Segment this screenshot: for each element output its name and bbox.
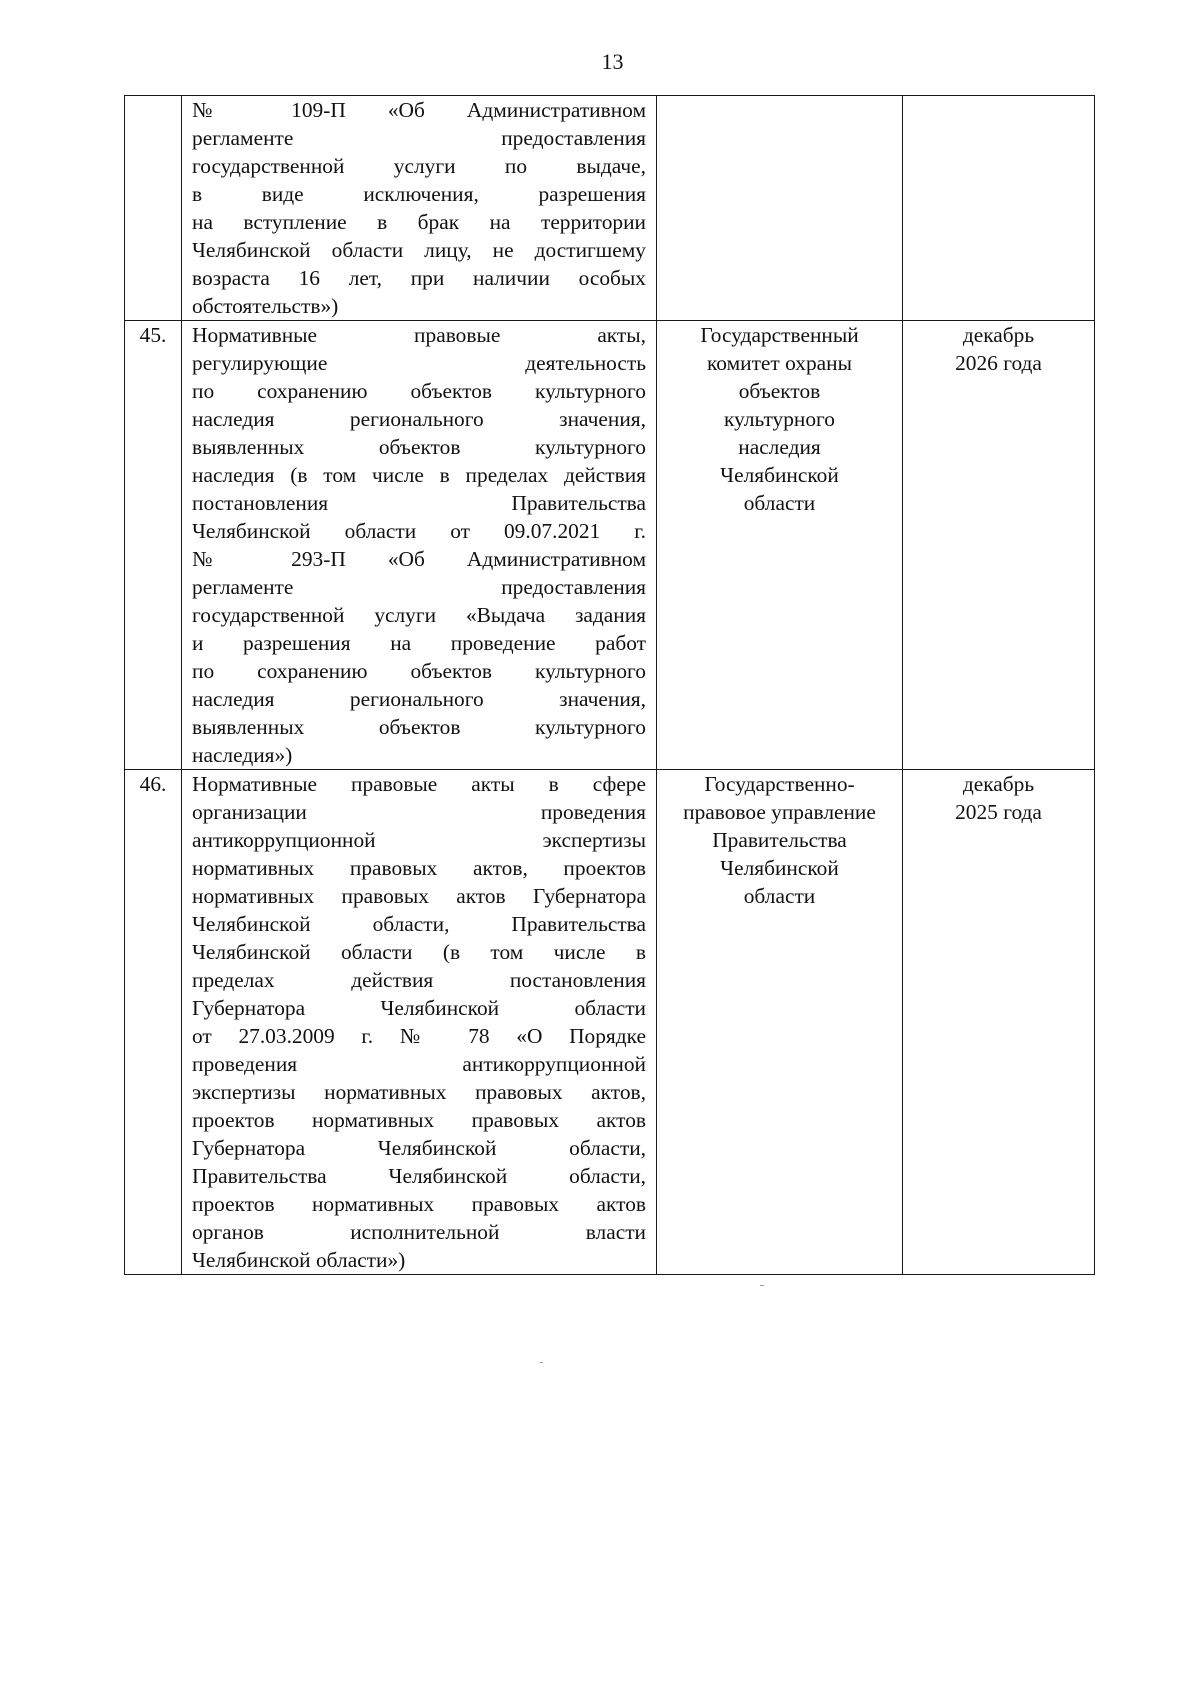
row-number: 45. [125, 321, 182, 770]
responsible-body-line: правовое управление [683, 800, 876, 824]
description-line: наследия регионального значения, [192, 687, 646, 711]
measure-description [182, 770, 657, 1275]
table-row [125, 770, 1095, 1275]
description-line: от 27.03.2009 г. № 78 «О Порядке [192, 1024, 646, 1048]
description-line: на вступление в брак на территории [192, 210, 646, 234]
description-line: наследия регионального значения, [192, 407, 646, 431]
description-line: и разрешения на проведение работ [192, 631, 646, 655]
description-line: регулирующие деятельность [192, 351, 646, 375]
responsible-body-line: Государственный [700, 323, 859, 347]
responsible-body-line: Правительства [712, 828, 847, 852]
responsible-body [657, 321, 903, 770]
description-line: выявленных объектов культурного [192, 435, 646, 459]
description-line: антикоррупционной экспертизы [192, 828, 646, 852]
description-line: органов исполнительной власти [192, 1220, 646, 1244]
deadline-line: декабрь [962, 323, 1035, 347]
table-row [125, 321, 1095, 770]
responsible-body-line: культурного [724, 407, 835, 431]
description-line: Челябинской области (в том числе в [192, 940, 646, 964]
description-line: Челябинской области») [192, 1248, 406, 1272]
description-line: Челябинской области лицу, не достигшему [192, 238, 646, 262]
responsible-body-line: области [743, 491, 816, 515]
description-line: по сохранению объектов культурного [192, 659, 646, 683]
responsible-body-line: наследия [738, 435, 821, 459]
responsible-body-line: области [743, 884, 816, 908]
description-line: Нормативные правовые акты в сфере [192, 772, 646, 796]
description-line: Челябинской области, Правительства [192, 912, 646, 936]
description-line: организации проведения [192, 800, 646, 824]
description-line: наследия (в том числе в пределах действия [192, 463, 646, 487]
deadline [903, 770, 1095, 1275]
responsible-body-line: объектов [738, 379, 821, 403]
description-line: постановления Правительства [192, 491, 646, 515]
description-line: наследия») [192, 743, 293, 767]
scan-speck [760, 1285, 764, 1286]
measure-description [182, 321, 657, 770]
description-line: проектов нормативных правовых актов [192, 1108, 646, 1132]
description-line: № 293-П «Об Административном [192, 547, 646, 571]
description-line: государственной услуги «Выдача задания [192, 603, 646, 627]
description-line: возраста 16 лет, при наличии особых [192, 266, 646, 290]
responsible-body-line: Челябинской [720, 856, 839, 880]
description-line: в виде исключения, разрешения [192, 182, 646, 206]
deadline [903, 96, 1095, 321]
description-line: № 109-П «Об Административном [192, 98, 646, 122]
responsible-body [657, 770, 903, 1275]
description-line: государственной услуги по выдаче, [192, 154, 646, 178]
plan-table-body [125, 96, 1095, 1275]
description-line: Нормативные правовые акты, [192, 323, 646, 347]
description-line: нормативных правовых актов, проектов [192, 856, 646, 880]
plan-table [124, 95, 1095, 1275]
responsible-body [657, 96, 903, 321]
responsible-body-line: Челябинской [720, 463, 839, 487]
row-number: 46. [125, 770, 182, 1275]
responsible-body-line: комитет охраны [707, 351, 852, 375]
page-number: 13 [601, 49, 624, 74]
row-number [125, 96, 182, 321]
description-line: обстоятельств») [192, 294, 339, 318]
deadline-line: декабрь [962, 772, 1035, 796]
description-line: Челябинской области от 09.07.2021 г. [192, 519, 646, 543]
description-line: проведения антикоррупционной [192, 1052, 646, 1076]
description-line: экспертизы нормативных правовых актов, [192, 1080, 646, 1104]
description-line: регламенте предоставления [192, 126, 646, 150]
description-line: Губернатора Челябинской области, [192, 1136, 646, 1160]
description-line: Губернатора Челябинской области [192, 996, 646, 1020]
deadline-line: 2026 года [955, 351, 1042, 375]
description-line: проектов нормативных правовых актов [192, 1192, 646, 1216]
deadline [903, 321, 1095, 770]
description-line: Правительства Челябинской области, [192, 1164, 646, 1188]
table-row [125, 96, 1095, 321]
description-line: выявленных объектов культурного [192, 715, 646, 739]
measure-description [182, 96, 657, 321]
description-line: регламенте предоставления [192, 575, 646, 599]
scan-speck [540, 1362, 543, 1363]
responsible-body-line: Государственно- [704, 772, 855, 796]
deadline-line: 2025 года [955, 800, 1042, 824]
description-line: по сохранению объектов культурного [192, 379, 646, 403]
description-line: пределах действия постановления [192, 968, 646, 992]
description-line: нормативных правовых актов Губернатора [192, 884, 646, 908]
